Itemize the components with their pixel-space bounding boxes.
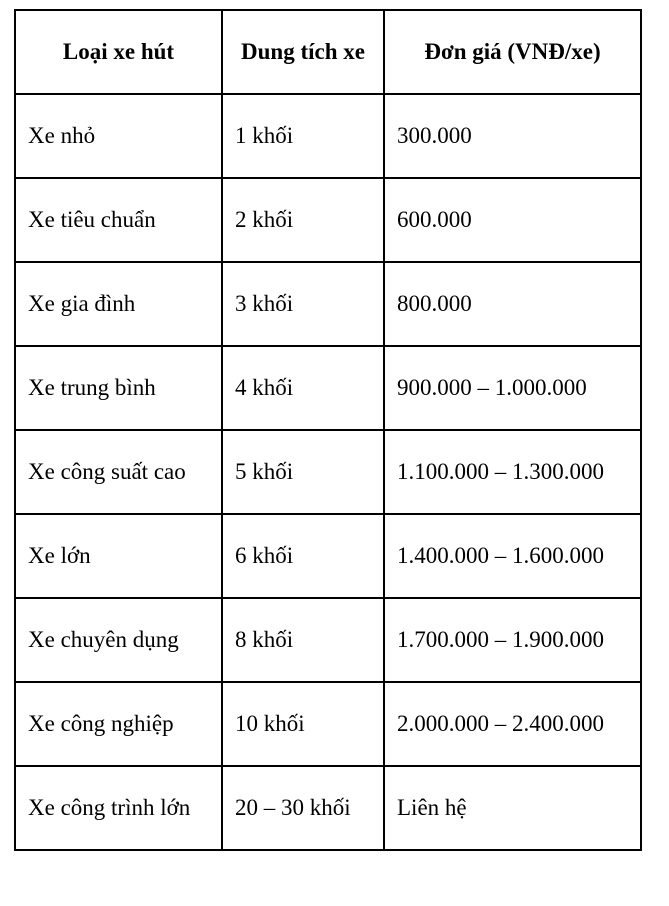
table-row bbox=[15, 346, 641, 430]
price-table bbox=[14, 9, 642, 851]
cell-vehicle-type: Xe lớn bbox=[15, 514, 222, 598]
table-header-row bbox=[15, 10, 641, 94]
cell-unit-price: 900.000 – 1.000.000 bbox=[384, 346, 641, 430]
cell-vehicle-type: Xe chuyên dụng bbox=[15, 598, 222, 682]
header-capacity: Dung tích xe bbox=[222, 10, 384, 94]
cell-unit-price: 1.700.000 – 1.900.000 bbox=[384, 598, 641, 682]
table-row bbox=[15, 514, 641, 598]
cell-vehicle-type: Xe công nghiệp bbox=[15, 682, 222, 766]
cell-vehicle-type: Xe tiêu chuẩn bbox=[15, 178, 222, 262]
cell-capacity: 2 khối bbox=[222, 178, 384, 262]
cell-vehicle-type: Xe công trình lớn bbox=[15, 766, 222, 850]
cell-capacity: 1 khối bbox=[222, 94, 384, 178]
cell-vehicle-type: Xe trung bình bbox=[15, 346, 222, 430]
cell-vehicle-type: Xe nhỏ bbox=[15, 94, 222, 178]
cell-unit-price: 600.000 bbox=[384, 178, 641, 262]
cell-capacity: 3 khối bbox=[222, 262, 384, 346]
cell-vehicle-type: Xe gia đình bbox=[15, 262, 222, 346]
table-row bbox=[15, 598, 641, 682]
table-row bbox=[15, 94, 641, 178]
cell-unit-price: 800.000 bbox=[384, 262, 641, 346]
cell-capacity: 20 – 30 khối bbox=[222, 766, 384, 850]
cell-unit-price: Liên hệ bbox=[384, 766, 641, 850]
cell-capacity: 8 khối bbox=[222, 598, 384, 682]
table-row bbox=[15, 178, 641, 262]
table-row bbox=[15, 430, 641, 514]
table-row bbox=[15, 262, 641, 346]
header-unit-price: Đơn giá (VNĐ/xe) bbox=[384, 10, 641, 94]
table-row bbox=[15, 682, 641, 766]
cell-unit-price: 1.100.000 – 1.300.000 bbox=[384, 430, 641, 514]
cell-unit-price: 1.400.000 – 1.600.000 bbox=[384, 514, 641, 598]
cell-capacity: 6 khối bbox=[222, 514, 384, 598]
cell-capacity: 5 khối bbox=[222, 430, 384, 514]
cell-unit-price: 2.000.000 – 2.400.000 bbox=[384, 682, 641, 766]
cell-capacity: 10 khối bbox=[222, 682, 384, 766]
table-row bbox=[15, 766, 641, 850]
cell-vehicle-type: Xe công suất cao bbox=[15, 430, 222, 514]
cell-capacity: 4 khối bbox=[222, 346, 384, 430]
cell-unit-price: 300.000 bbox=[384, 94, 641, 178]
header-vehicle-type: Loại xe hút bbox=[15, 10, 222, 94]
